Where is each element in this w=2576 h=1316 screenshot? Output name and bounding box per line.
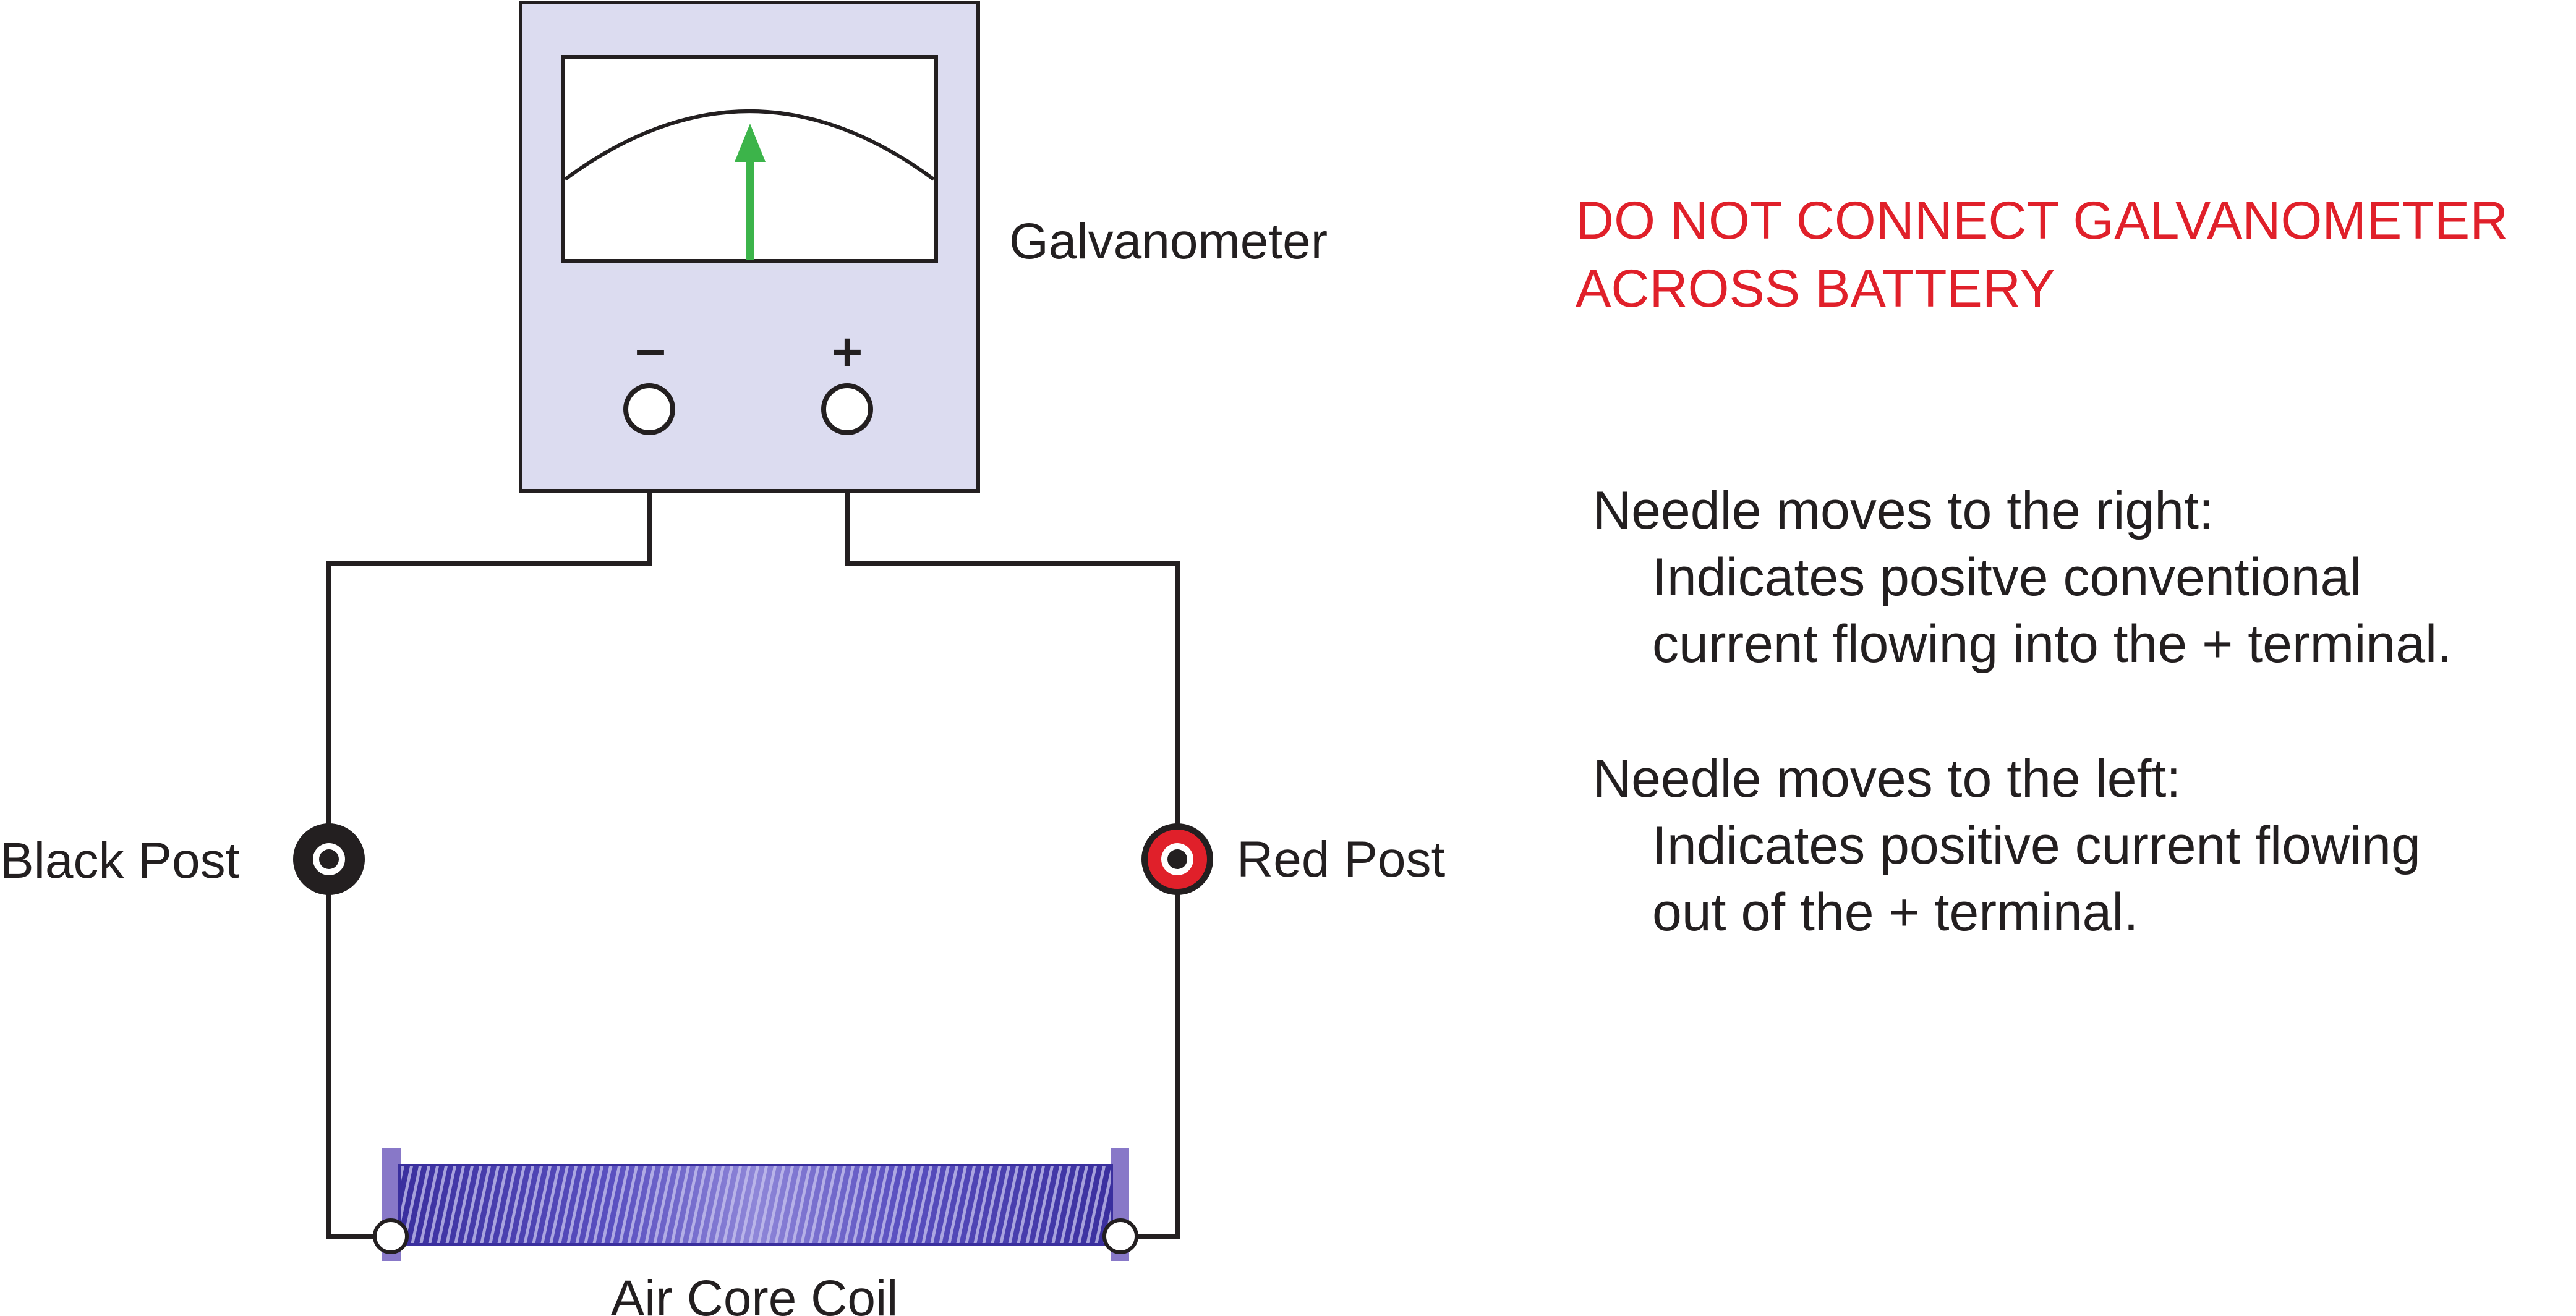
red-post-icon[interactable] [1141, 823, 1213, 895]
wire-minus [329, 491, 649, 1236]
galvanometer-label: Galvanometer [1009, 213, 1328, 270]
note-right-line-2: current flowing into the + terminal. [1652, 614, 2452, 674]
note-needle-right [1593, 477, 2452, 677]
wire-plus [847, 491, 1177, 1236]
note-left-line-1: Indicates positive current flowing [1652, 816, 2421, 875]
minus-terminal-icon[interactable] [626, 386, 673, 433]
note-right-line-1: Indicates positve conventional [1652, 548, 2362, 607]
note-right-heading: Needle moves to the right: [1593, 481, 2214, 540]
wires [329, 491, 1177, 1236]
warning-line-2: ACROSS BATTERY [1576, 259, 2055, 318]
coil-right-terminal-icon[interactable] [1104, 1220, 1137, 1252]
coil-label: Air Core Coil [610, 1270, 898, 1316]
black-post-label: Black Post [0, 833, 240, 889]
black-post-icon[interactable] [293, 823, 365, 895]
coil-winding-lines [399, 1165, 1112, 1244]
note-left-line-2: out of the + terminal. [1652, 883, 2139, 942]
minus-sign: − [632, 326, 669, 376]
warning-line-1: DO NOT CONNECT GALVANOMETER [1576, 191, 2509, 250]
coil-left-terminal-icon[interactable] [375, 1220, 407, 1252]
battery-warning [1576, 187, 2508, 323]
galvanometer [521, 2, 978, 491]
plus-terminal-icon[interactable] [824, 386, 871, 433]
air-core-coil-icon [382, 1148, 1129, 1261]
note-left-heading: Needle moves to the left: [1593, 749, 2181, 809]
note-needle-left [1593, 745, 2421, 946]
plus-sign: + [829, 326, 866, 376]
red-post-label: Red Post [1237, 831, 1446, 888]
